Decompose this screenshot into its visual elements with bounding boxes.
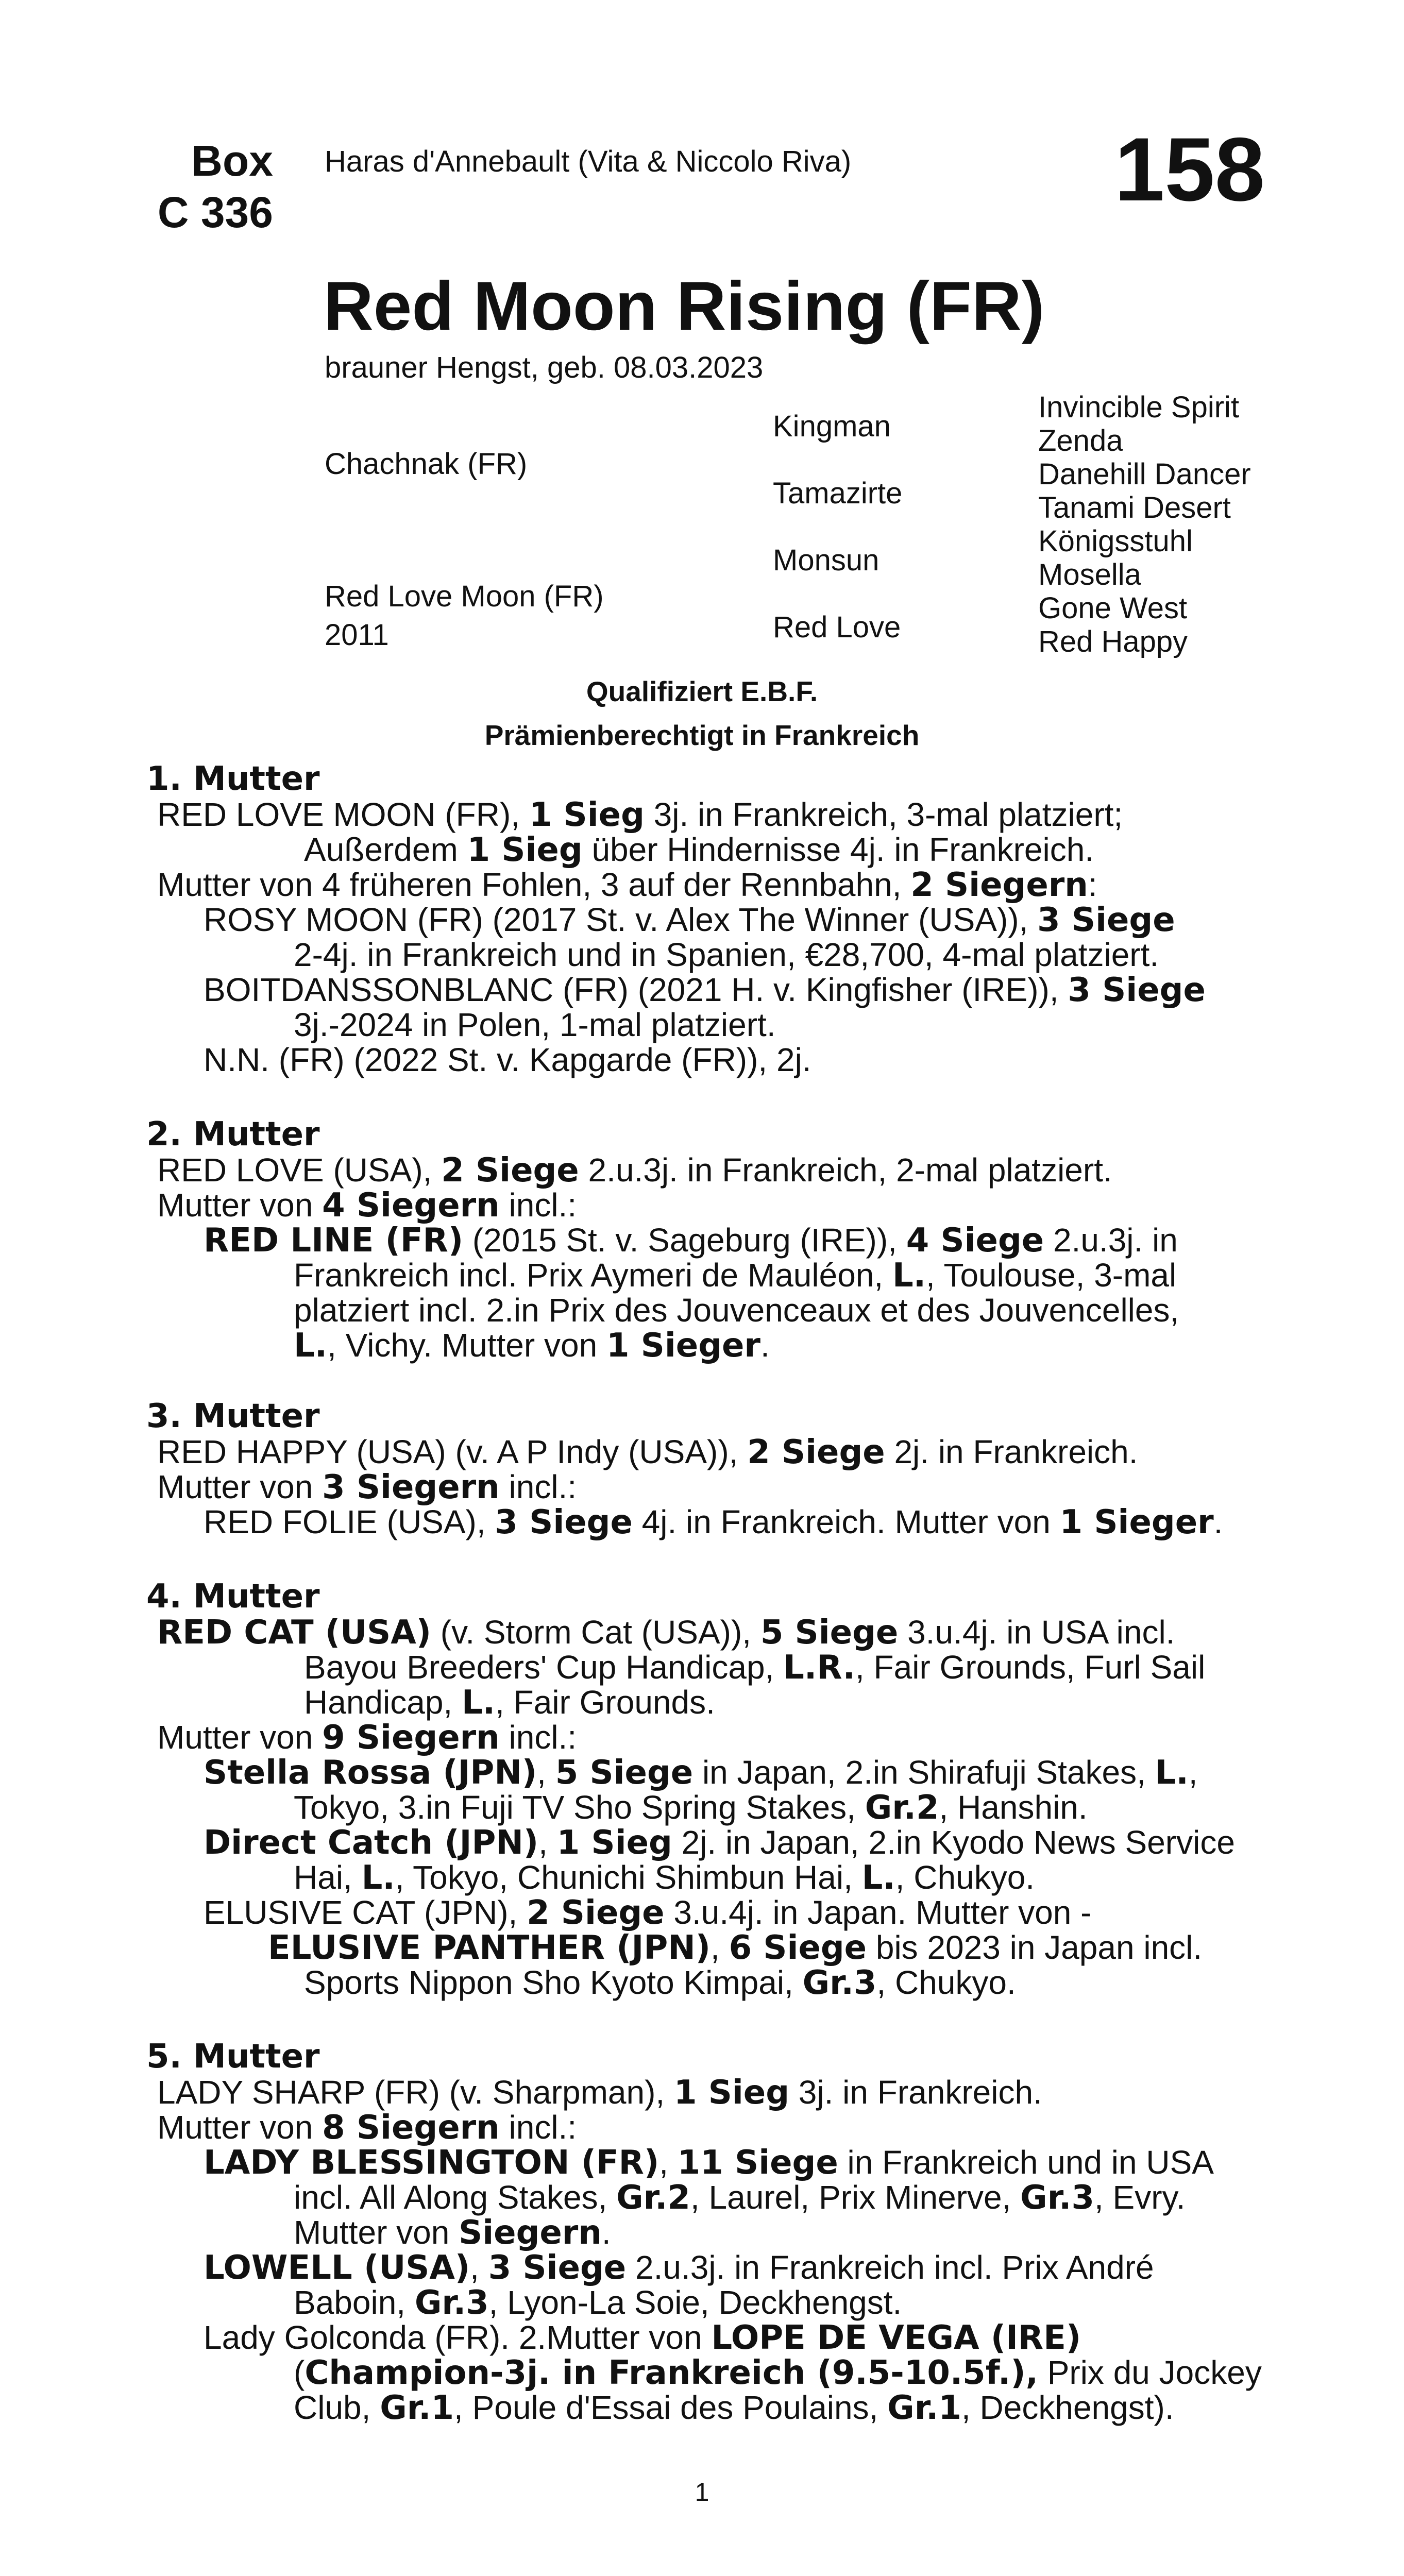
m4-line-10: ELUSIVE PANTHER (JPN), 6 Siege bis 2023 in Japan incl. bbox=[268, 1929, 1203, 1967]
m4-line-8: Hai, L., Tokyo, Chunichi Shimbun Hai, L., Chukyo. bbox=[294, 1859, 1035, 1897]
m1-line-7: 3j.-2024 in Polen, 1-mal platziert. bbox=[294, 1006, 776, 1043]
m4-line-11: Sports Nippon Sho Kyoto Kimpai, Gr.3, Chukyo. bbox=[304, 1964, 1016, 2002]
m2-line-2: Mutter von 4 Siegern incl.: bbox=[157, 1187, 577, 1225]
qualification-premium: Prämienberechtigt in Frankreich bbox=[484, 719, 920, 751]
m5-line-7: Baboin, Gr.3, Lyon-La Soie, Deckhengst. bbox=[294, 2284, 902, 2322]
m5-line-10: Club, Gr.1, Poule d'Essai des Poulains, Gr.1, Deckhengst). bbox=[294, 2389, 1174, 2427]
horse-description: brauner Hengst, geb. 08.03.2023 bbox=[325, 351, 764, 384]
pedigree-gen2-1: Kingman bbox=[773, 410, 891, 443]
pedigree-gen2-3: Monsun bbox=[773, 544, 879, 577]
pedigree-gen2-2: Tamazirte bbox=[773, 477, 903, 510]
m1-line-4: ROSY MOON (FR) (2017 St. v. Alex The Winner (USA)), 3 Siege bbox=[204, 901, 1175, 939]
pedigree-gen3-1: Invincible Spirit bbox=[1038, 391, 1240, 424]
lot-number: 158 bbox=[1114, 120, 1265, 220]
pedigree-gen2-4: Red Love bbox=[773, 611, 901, 644]
m4-line-9: ELUSIVE CAT (JPN), 2 Siege 3.u.4j. in Japan. Mutter von - bbox=[204, 1894, 1092, 1932]
section-heading-m2: 2. Mutter bbox=[146, 1115, 320, 1154]
pedigree-gen3-7: Gone West bbox=[1038, 591, 1188, 625]
m2-line-4: Frankreich incl. Prix Aymeri de Mauléon, L., Toulouse, 3-mal bbox=[294, 1257, 1177, 1295]
m4-line-5: Stella Rossa (JPN), 5 Siege in Japan, 2.in Shirafuji Stakes, L., bbox=[204, 1754, 1198, 1792]
pedigree-gen3-2: Zenda bbox=[1038, 424, 1123, 457]
pedigree-dam-year: 2011 bbox=[325, 618, 389, 652]
box-label: Box bbox=[191, 137, 273, 185]
m3-line-2: Mutter von 3 Siegern incl.: bbox=[157, 1468, 577, 1506]
m4-line-3: Handicap, L., Fair Grounds. bbox=[304, 1684, 715, 1722]
m5-line-1: LADY SHARP (FR) (v. Sharpman), 1 Sieg 3j. in Frankreich. bbox=[157, 2074, 1042, 2112]
m4-line-7: Direct Catch (JPN), 1 Sieg 2j. in Japan, 2.in Kyodo News Service bbox=[204, 1824, 1235, 1862]
m1-line-3: Mutter von 4 früheren Fohlen, 3 auf der Rennbahn, 2 Siegern: bbox=[157, 866, 1097, 904]
section-heading-m3: 3. Mutter bbox=[146, 1397, 320, 1435]
pedigree-gen3-3: Danehill Dancer bbox=[1038, 457, 1251, 491]
m5-line-5: Mutter von Siegern. bbox=[294, 2214, 611, 2252]
horse-name: Red Moon Rising (FR) bbox=[324, 268, 1045, 345]
m5-line-2: Mutter von 8 Siegern incl.: bbox=[157, 2109, 577, 2147]
m4-line-4: Mutter von 9 Siegern incl.: bbox=[157, 1719, 577, 1757]
m5-line-8: Lady Golconda (FR). 2.Mutter von LOPE DE VEGA (IRE) bbox=[204, 2319, 1081, 2357]
m3-line-3: RED FOLIE (USA), 3 Siege 4j. in Frankreich. Mutter von 1 Sieger. bbox=[204, 1503, 1223, 1541]
pedigree-dam: Red Love Moon (FR) bbox=[325, 580, 604, 613]
m4-line-2: Bayou Breeders' Cup Handicap, L.R., Fair Grounds, Furl Sail bbox=[304, 1649, 1206, 1687]
section-heading-m5: 5. Mutter bbox=[146, 2038, 320, 2076]
m1-line-1: RED LOVE MOON (FR), 1 Sieg 3j. in Frankreich, 3-mal platziert; bbox=[157, 796, 1123, 834]
section-heading-m1: 1. Mutter bbox=[146, 760, 320, 798]
m1-line-6: BOITDANSSONBLANC (FR) (2021 H. v. Kingfisher (IRE)), 3 Siege bbox=[204, 971, 1206, 1009]
m3-line-1: RED HAPPY (USA) (v. A P Indy (USA)), 2 Siege 2j. in Frankreich. bbox=[157, 1433, 1138, 1471]
pedigree-gen3-5: Königsstuhl bbox=[1038, 524, 1193, 558]
owner: Haras d'Annebault (Vita & Niccolo Riva) bbox=[325, 145, 852, 178]
m2-line-3: RED LINE (FR) (2015 St. v. Sageburg (IRE)), 4 Siege 2.u.3j. in bbox=[204, 1222, 1178, 1260]
m2-line-1: RED LOVE (USA), 2 Siege 2.u.3j. in Frankreich, 2-mal platziert. bbox=[157, 1151, 1112, 1190]
m5-line-6: LOWELL (USA), 3 Siege 2.u.3j. in Frankreich incl. Prix André bbox=[204, 2249, 1154, 2287]
pedigree-gen3-8: Red Happy bbox=[1038, 625, 1188, 658]
m4-line-1: RED CAT (USA) (v. Storm Cat (USA)), 5 Siege 3.u.4j. in USA incl. bbox=[157, 1614, 1175, 1652]
m2-line-5: platziert incl. 2.in Prix des Jouvenceaux et des Jouvencelles, bbox=[294, 1292, 1179, 1329]
qualification-ebf: Qualifiziert E.B.F. bbox=[586, 675, 818, 707]
m2-line-6: L., Vichy. Mutter von 1 Sieger. bbox=[294, 1327, 770, 1365]
m5-line-4: incl. All Along Stakes, Gr.2, Laurel, Prix Minerve, Gr.3, Evry. bbox=[294, 2179, 1186, 2217]
m5-line-3: LADY BLESSINGTON (FR), 11 Siege in Frankreich und in USA bbox=[204, 2144, 1214, 2182]
pedigree-gen3-4: Tanami Desert bbox=[1038, 491, 1231, 524]
section-heading-m4: 4. Mutter bbox=[146, 1578, 320, 1616]
m5-line-9: (Champion-3j. in Frankreich (9.5-10.5f.), Prix du Jockey bbox=[294, 2354, 1262, 2392]
pedigree-gen3-6: Mosella bbox=[1038, 558, 1141, 591]
m1-line-5: 2-4j. in Frankreich und in Spanien, €28,700, 4-mal platziert. bbox=[294, 936, 1159, 973]
pedigree-sire: Chachnak (FR) bbox=[325, 447, 528, 481]
m1-line-8: N.N. (FR) (2022 St. v. Kapgarde (FR)), 2j. bbox=[204, 1041, 811, 1078]
m4-line-6: Tokyo, 3.in Fuji TV Sho Spring Stakes, Gr.2, Hanshin. bbox=[294, 1789, 1088, 1827]
m1-line-2: Außerdem 1 Sieg über Hindernisse 4j. in Frankreich. bbox=[304, 831, 1094, 869]
box-label-block bbox=[124, 135, 273, 238]
page-number: 1 bbox=[695, 2478, 709, 2506]
box-code: C 336 bbox=[157, 188, 273, 236]
